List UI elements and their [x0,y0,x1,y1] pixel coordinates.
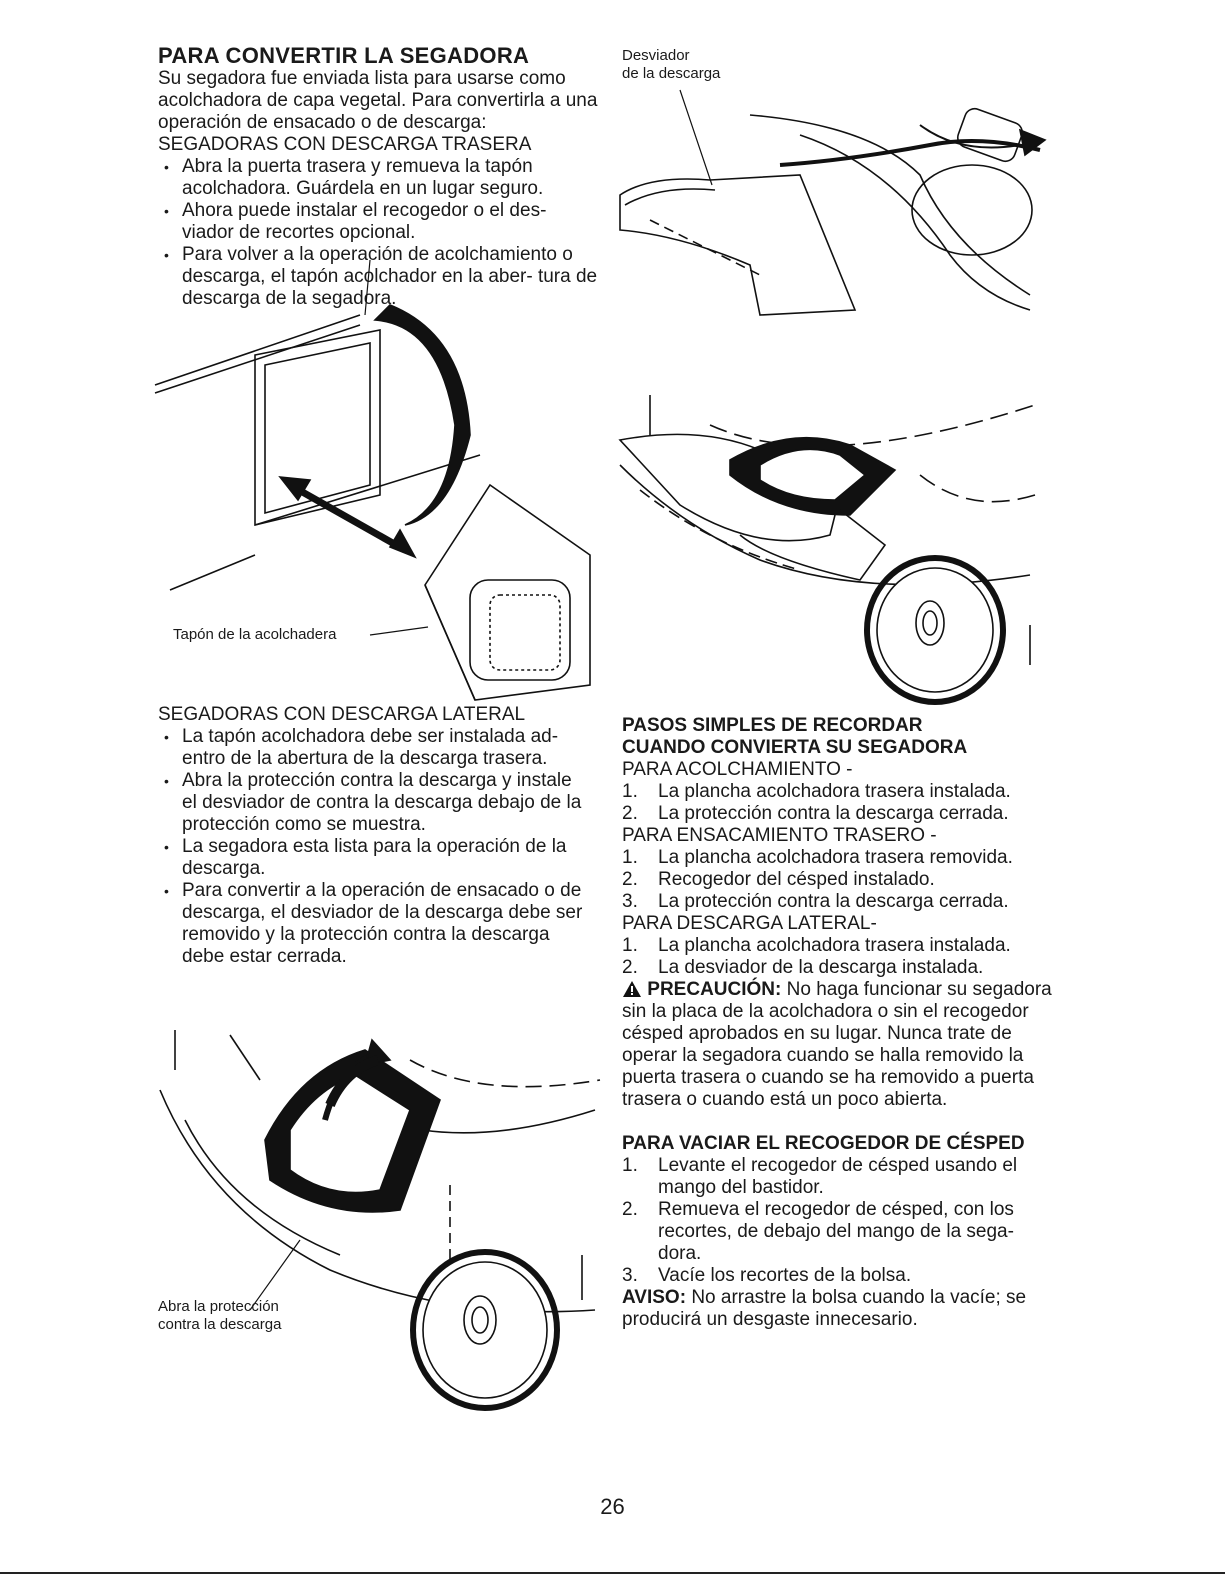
empty-bag-title: PARA VACIAR EL RECOGEDOR DE CÉSPED [622,1133,1025,1154]
mulch-heading: PARA ACOLCHAMIENTO - [622,759,853,780]
list-item: • La tapón acolchadora debe ser instalada ad- entro de la abertura de la descarga trasera. [158,726,588,770]
list-item: • La segadora esta lista para la operación de la descarga. [158,836,588,880]
list-item: • Para volver a la operación de acolchamiento o descarga, el tapón acolchador en la aber- tura de descarga de la segadora. [158,244,598,310]
steps-title: PASOS SIMPLES DE RECORDAR [622,715,923,736]
step-text: La protección contra la descarga cerrada. [658,803,1009,824]
list-item [622,1265,1062,1287]
list-item: • Abra la puerta trasera y remueva la tapón acolchadora. Guárdela en un lugar seguro. [158,156,598,200]
step-text: Recogedor del césped instalado. [658,869,935,890]
notice-paragraph [622,1287,1062,1331]
step-number: 2. [622,803,638,824]
side-discharge-heading: SEGADORAS CON DESCARGA LATERAL [158,704,526,725]
rear-bag-steps [622,847,1062,913]
rear-bag-heading: PARA ENSACAMIENTO TRASERO - [622,825,937,846]
list-item [622,1199,1062,1265]
mulch-steps [622,781,1062,825]
steps-title: CUANDO CONVIERTA SU SEGADORA [622,737,968,758]
deflector-installed-illustration [620,395,1040,695]
side-discharge-steps-heading: PARA DESCARGA LATERAL- [622,913,877,934]
list-item [622,847,1062,869]
warning-icon [622,980,642,998]
deflector-caption [622,47,720,83]
empty-bag-steps [622,1155,1062,1287]
list-item [622,935,1062,957]
caption-line: Abra la protección [158,1298,279,1315]
step-text: Vacíe los recortes de la bolsa. [658,1265,912,1286]
step-number: 2. [622,1199,638,1220]
mulch-plug-caption: Tapón de la acolchadera [173,626,337,643]
open-guard-illustration [150,1010,600,1400]
list-item [622,891,1062,913]
notice-label: AVISO: [622,1287,687,1308]
list-item: • Ahora puede instalar el recogedor o el des- viador de recortes opcional. [158,200,598,244]
step-text: Levante el recogedor de césped usando el mango del bastidor. [658,1155,1018,1198]
step-number: 1. [622,847,638,868]
list-item: • Abra la protección contra la descarga y instale el desviador de contra la descarga debajo de la protección como se muestra. [158,770,588,836]
list-item [622,803,1062,825]
deflector-closeup-illustration [620,85,1040,335]
caption-line: contra la descarga [158,1316,282,1333]
intro-paragraph: Su segadora fue enviada lista para usarse como acolchadora de capa vegetal. Para convertirla a una operación de ensacado o de descarga: [158,68,598,133]
open-guard-caption [158,1298,281,1334]
step-number: 3. [622,891,638,912]
step-text: La plancha acolchadora trasera instalada. [658,781,1011,802]
side-discharge-steps [622,935,1062,979]
step-text: La plancha acolchadora trasera instalada. [658,935,1011,956]
notice-text: No arrastre la bolsa cuando la vacíe; se producirá un desgaste innecesario. [622,1287,1027,1330]
caption-line: Desviador [622,47,690,64]
list-item: • Para convertir a la operación de ensacado o de descarga, el desviador de la descarga debe ser removido y la protección contra la descarga debe estar cerrada. [158,880,588,968]
caution-text: No haga funcionar su segadora sin la placa de la acolchadora o sin el recogedor césped aprobados en su lugar. Nunca trate de operar la segadora cuando se halla removido la puerta trasera o cuando se ha removido a puerta trasera o cuando está un poco abierta. [622,979,1052,1110]
step-number: 1. [622,1155,638,1176]
step-number: 1. [622,781,638,802]
caption-line: de la descarga [622,65,721,82]
step-number: 2. [622,957,638,978]
rear-discharge-heading: SEGADORAS CON DESCARGA TRASERA [158,134,532,155]
step-text: La desviador de la descarga instalada. [658,957,984,978]
step-text: Remueva el recogedor de césped, con los recortes, de debajo del mango de la sega- dora. [658,1199,1014,1264]
section-title: PARA CONVERTIR LA SEGADORA [158,43,530,68]
list-item [622,1155,1062,1199]
step-number: 1. [622,935,638,956]
side-discharge-list [158,726,588,968]
bottom-rule [0,1572,1225,1574]
step-number: 2. [622,869,638,890]
right-column-text [622,715,1062,1331]
list-item [622,957,1062,979]
list-item [622,781,1062,803]
left-column-bottom [158,704,588,968]
list-item [622,869,1062,891]
step-number: 3. [622,1265,638,1286]
step-text: La protección contra la descarga cerrada. [658,891,1009,912]
caution-label: PRECAUCIÓN: [647,979,782,1000]
page-number: 26 [600,1494,625,1519]
caution-paragraph [622,979,1062,1111]
step-text: La plancha acolchadora trasera removida. [658,847,1013,868]
